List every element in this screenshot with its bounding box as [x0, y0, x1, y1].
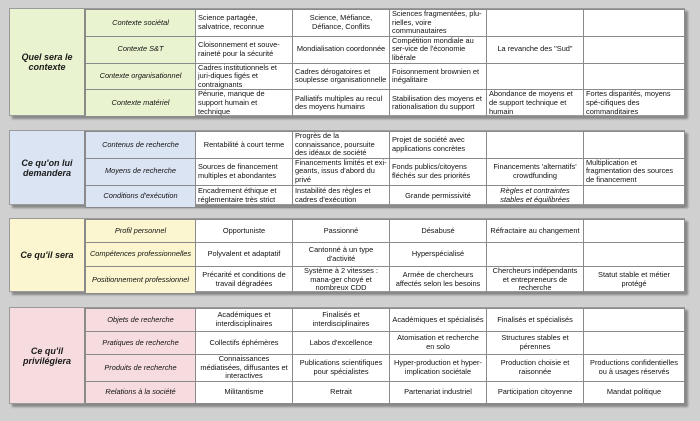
- table-row: [86, 185, 685, 207]
- table-row: [86, 90, 685, 117]
- option-cell: Hyper-production et hyper-implication sociétale: [390, 355, 487, 382]
- option-cell: Désabusé: [390, 220, 487, 243]
- empty-cell: [584, 243, 685, 267]
- option-cell: Fortes disparités, moyens spé-cifiques des commanditaires: [584, 90, 685, 117]
- option-cell: Science, Méfiance, Défiance, Conflits: [293, 10, 390, 37]
- priorities-grid: [85, 308, 685, 404]
- table-row: [86, 132, 685, 159]
- option-cell: Système à 2 vitesses : mana-ger choyé et nombreux CDD: [293, 267, 390, 294]
- option-cell: Structures stables et pérennes: [487, 332, 584, 355]
- option-cell: Cantonné à un type d'activité: [293, 243, 390, 267]
- option-cell: Progrès de la connaissance, poursuite des idéaux de société: [293, 132, 390, 159]
- option-cell: Finalisés et interdisciplinaires: [293, 309, 390, 332]
- table-row: [86, 243, 685, 267]
- table-row: [86, 355, 685, 382]
- table-row: [86, 10, 685, 37]
- option-cell: Abondance de moyens et de support technique et humain: [487, 90, 584, 117]
- table-row: [86, 63, 685, 90]
- option-cell: Pénurie, manque de support humain et technique: [196, 90, 293, 117]
- table-row: [86, 309, 685, 332]
- option-cell: Sciences fragmentées, plu-rielles, voire communautaires: [390, 10, 487, 37]
- option-cell: Sources de financement multiples et abondantes: [196, 158, 293, 185]
- option-cell: Polyvalent et adaptatif: [196, 243, 293, 267]
- block-title-priorities: Ce qu'il privilégiera: [10, 308, 85, 403]
- block-demands: [9, 130, 685, 205]
- empty-cell: [584, 220, 685, 243]
- empty-cell: [584, 36, 685, 63]
- option-cell: Académiques et spécialisés: [390, 309, 487, 332]
- option-cell: Grande permissivité: [390, 185, 487, 207]
- profile-grid: [85, 219, 685, 294]
- option-cell: Finalisés et spécialisés: [487, 309, 584, 332]
- option-cell: Instabilité des règles et cadres d'exécution: [293, 185, 390, 207]
- row-label: Positionnement professionnel: [86, 267, 196, 294]
- option-cell: Foisonnement brownien et inégalitaire: [390, 63, 487, 90]
- row-label: Contexte S&T: [86, 36, 196, 63]
- option-cell: Mandat politique: [584, 381, 685, 403]
- option-cell: Financements limités et exi-geants, issus d'abord du privé: [293, 158, 390, 185]
- demands-grid: [85, 131, 685, 208]
- row-label: Pratiques de recherche: [86, 332, 196, 355]
- option-cell: Stabilisation des moyens et rationalisation du support: [390, 90, 487, 117]
- option-cell: Opportuniste: [196, 220, 293, 243]
- empty-cell: [487, 243, 584, 267]
- empty-cell: [584, 309, 685, 332]
- empty-cell: [584, 132, 685, 159]
- option-cell: Précarité et conditions de travail dégradées: [196, 267, 293, 294]
- table-row: [86, 381, 685, 403]
- option-cell: Passionné: [293, 220, 390, 243]
- row-label: Compétences professionnelles: [86, 243, 196, 267]
- option-cell: Chercheurs indépendants et entrepreneurs de recherche: [487, 267, 584, 294]
- block-profile: [9, 218, 685, 292]
- table-row: [86, 36, 685, 63]
- option-cell: Palliatifs multiples au recul des moyens humains: [293, 90, 390, 117]
- row-label: Produits de recherche: [86, 355, 196, 382]
- empty-cell: [584, 63, 685, 90]
- context-grid: [85, 9, 685, 117]
- option-cell: La revanche des "Sud": [487, 36, 584, 63]
- option-cell: Publications scientifiques pour spécialistes: [293, 355, 390, 382]
- row-label: Contenus de recherche: [86, 132, 196, 159]
- option-cell: Réfractaire au changement: [487, 220, 584, 243]
- empty-cell: [584, 332, 685, 355]
- option-cell: Cloisonnement et souve-raineté pour la sécurité: [196, 36, 293, 63]
- option-cell: Académiques et interdisciplinaires: [196, 309, 293, 332]
- table-row: [86, 267, 685, 294]
- option-cell: Rentabilité à court terme: [196, 132, 293, 159]
- option-cell: Militantisme: [196, 381, 293, 403]
- row-label: Profil personnel: [86, 220, 196, 243]
- option-cell: Cadres dérogatoires et souplesse organisationnelle: [293, 63, 390, 90]
- option-cell: Production choisie et raisonnée: [487, 355, 584, 382]
- empty-cell: [584, 10, 685, 37]
- option-cell: Productions confidentielles ou à usages réservés: [584, 355, 685, 382]
- option-cell: Financements 'alternatifs' crowdfunding: [487, 158, 584, 185]
- option-cell: Participation citoyenne: [487, 381, 584, 403]
- option-cell: Partenariat industriel: [390, 381, 487, 403]
- empty-cell: [487, 63, 584, 90]
- option-cell: Hyperspécialisé: [390, 243, 487, 267]
- row-label: Conditions d'exécution: [86, 185, 196, 207]
- option-cell: Compétition mondiale au ser-vice de l'économie libérale: [390, 36, 487, 63]
- option-cell: Encadrement éthique et réglementaire très strict: [196, 185, 293, 207]
- option-cell: Retrait: [293, 381, 390, 403]
- option-cell: Science partagée, salvatrice, reconnue: [196, 10, 293, 37]
- table-row: [86, 158, 685, 185]
- table-row: [86, 332, 685, 355]
- table-row: [86, 220, 685, 243]
- block-title-context: Quel sera le contexte: [10, 9, 85, 115]
- empty-cell: [487, 10, 584, 37]
- empty-cell: [487, 132, 584, 159]
- option-cell: Cadres institutionnels et juri-diques figés et contraignants: [196, 63, 293, 90]
- option-cell: Règles et contraintes stables et équilibrées: [487, 185, 584, 207]
- option-cell: Multiplication et fragmentation des sources de financement: [584, 158, 685, 185]
- block-context: [9, 8, 685, 116]
- empty-cell: [584, 185, 685, 207]
- option-cell: Statut stable et métier protégé: [584, 267, 685, 294]
- row-label: Relations à la société: [86, 381, 196, 403]
- row-label: Objets de recherche: [86, 309, 196, 332]
- row-label: Contexte organisationnel: [86, 63, 196, 90]
- option-cell: Projet de société avec applications concrètes: [390, 132, 487, 159]
- option-cell: Atomisation et recherche en solo: [390, 332, 487, 355]
- option-cell: Connaissances médiatisées, diffusantes et interactives: [196, 355, 293, 382]
- row-label: Contexte sociétal: [86, 10, 196, 37]
- block-title-demands: Ce qu'on lui demandera: [10, 131, 85, 204]
- option-cell: Mondialisation coordonnée: [293, 36, 390, 63]
- option-cell: Fonds publics/citoyens fléchés sur des priorités: [390, 158, 487, 185]
- row-label: Contexte matériel: [86, 90, 196, 117]
- option-cell: Labos d'excellence: [293, 332, 390, 355]
- block-priorities: [9, 307, 685, 404]
- row-label: Moyens de recherche: [86, 158, 196, 185]
- option-cell: Collectifs éphémères: [196, 332, 293, 355]
- option-cell: Armée de chercheurs affectés selon les besoins: [390, 267, 487, 294]
- block-title-profile: Ce qu'il sera: [10, 219, 85, 291]
